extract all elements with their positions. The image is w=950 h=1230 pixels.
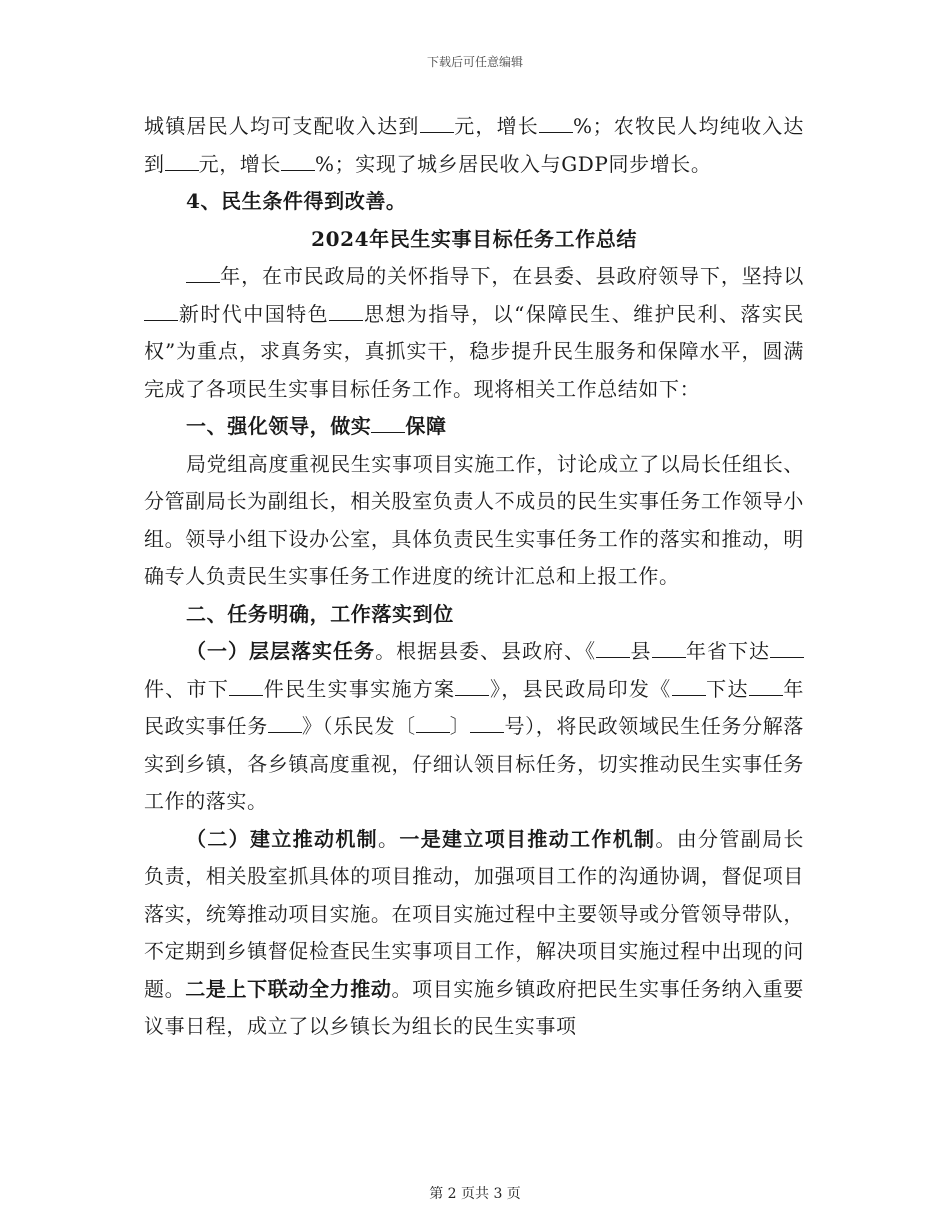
section-heading-1: 一、强化领导，做实 保障: [186, 414, 447, 438]
blank: [371, 414, 405, 433]
blank: [652, 639, 686, 658]
blank: [455, 677, 489, 696]
section-heading-4: 4、民生条件得到改善。: [186, 189, 407, 213]
blank: [770, 639, 804, 658]
blank: [420, 114, 454, 133]
document-title: 2024年民生实事目标任务工作总结: [311, 226, 637, 251]
blank: [672, 677, 706, 696]
paragraph-tasks: （一）层层落实任务。根据县委、县政府、《 县 年省下达件、市下 件民生实事实施方案 》，县民政局印发《 下达 年民政实事任务 》（乐民发〔 〕 号），将民政领域民生任务分解落实到乡镇，各乡镇高度重视，仔细认领目标任务，切实推动民生实事任务工作的落实。: [144, 639, 805, 813]
page-footer: 第 2 页共 3 页: [429, 1186, 521, 1202]
paragraph-mechanism: （二）建立推动机制。一是建立项目推动工作机制。由分管副局长负责，相关股室抓具体的项目推动，加强项目工作的沟通协调，督促项目落实，统筹推动项目实施。在项目实施过程中主要领导或分管领导带队，不定期到乡镇督促检查民生实事项目工作，解决项目实施过程中出现的问题。二是上下联动全力推动。项目实施乡镇政府把民生实事任务纳入重要议事日程，成立了以乡镇长为组长的民生实事项: [144, 826, 805, 1038]
blank: [329, 302, 363, 321]
blank: [416, 714, 450, 733]
blank: [596, 639, 630, 658]
blank: [165, 152, 199, 171]
section-heading-2: 二、任务明确，工作落实到位: [186, 601, 454, 626]
document-body: [144, 108, 804, 1046]
blank: [470, 714, 504, 733]
blank: [539, 114, 573, 133]
page-header: 下载后可任意编辑: [426, 55, 523, 69]
blank: [229, 677, 263, 696]
blank: [749, 677, 783, 696]
paragraph-leadership: 局党组高度重视民生实事项目实施工作，讨论成立了以局长任组长、分管副局长为副组长，相关股室负责人不成员的民生实事任务工作领导小组。领导小组下设办公室，具体负责民生实事任务工作的落实和推动，明确专人负责民生实事任务工作进度的统计汇总和上报工作。: [144, 451, 804, 588]
blank: [268, 714, 302, 733]
paragraph-intro: 年，在市民政局的关怀指导下，在县委、县政府领导下，坚持以新时代中国特色 思想为指导，以“保障民生、维护民利、落实民权”为重点，求真务实，真抓实干，稳步提升民生服务和保障水平，圆满完成了各项民生实事目标任务工作。现将相关工作总结如下：: [144, 264, 804, 401]
blank: [281, 152, 315, 171]
blank: [186, 264, 220, 283]
paragraph-income: 城镇居民人均可支配收入达到 元，增长 %；农牧民人均纯收入达到 元，增长 %；实现了城乡居民收入与GDP同步增长。: [144, 114, 804, 176]
blank: [144, 302, 178, 321]
